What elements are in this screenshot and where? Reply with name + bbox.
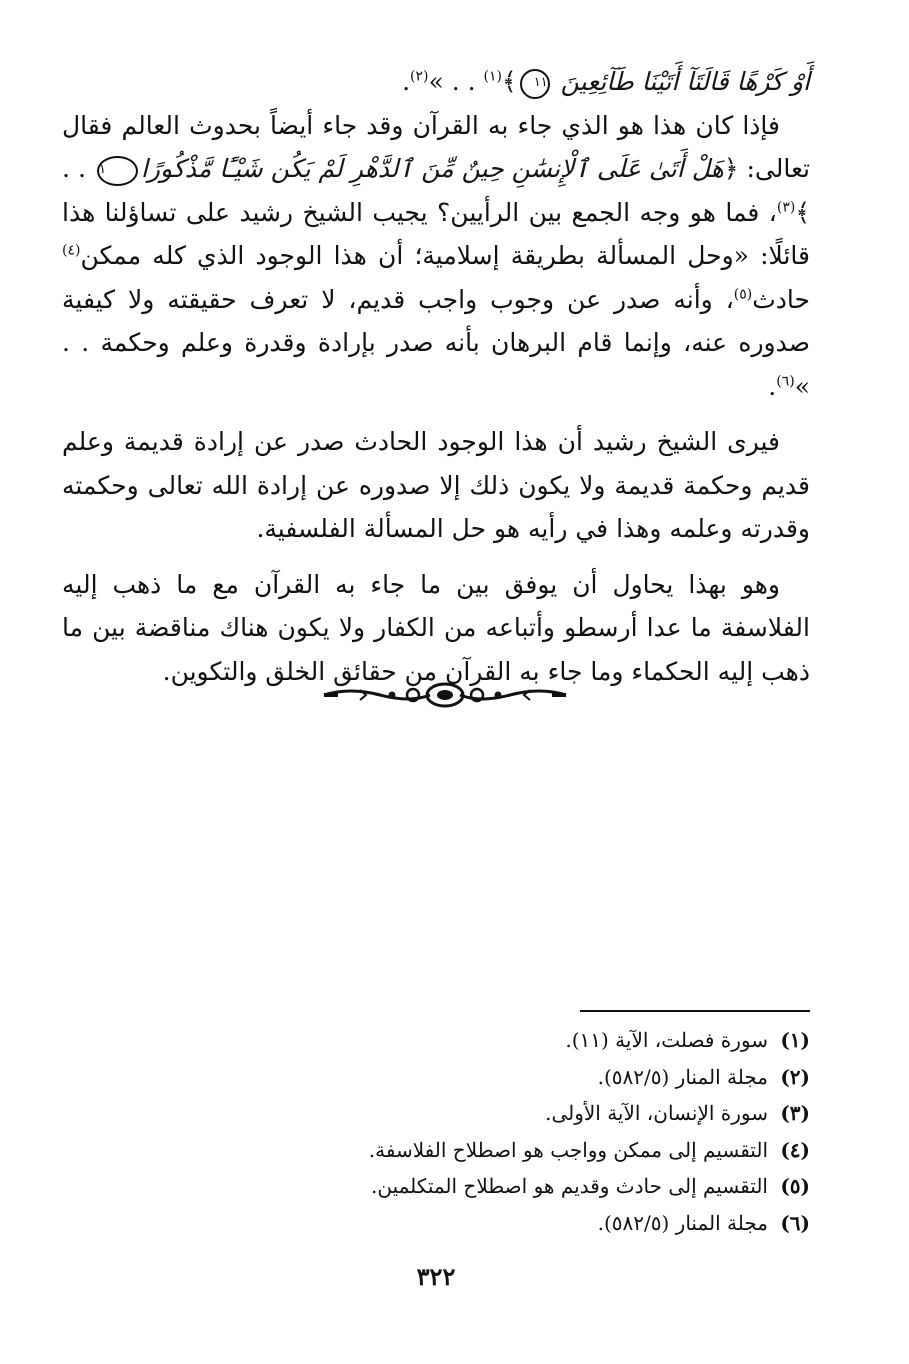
- quran-verse: أَوْ كَرْهًا قَالَتَآ أَتَيْنَا طَآئِعِينَ: [560, 67, 810, 96]
- period: .: [402, 67, 411, 96]
- footnote-item: [62, 1022, 810, 1059]
- footnote-ref[interactable]: (١): [483, 68, 503, 85]
- footnote-item: [62, 1132, 810, 1169]
- footnote-ref[interactable]: (٦): [776, 373, 795, 390]
- ayah-number-icon: ١: [97, 156, 138, 186]
- paragraph-text: فإذا كان هذا هو الذي جاء به القرآن وقد جاء أيضاً بحدوث العالم فقال تعالى:: [62, 110, 810, 183]
- footnote-number: (٤): [780, 1137, 810, 1162]
- footnote-number: (٥): [780, 1174, 810, 1198]
- footnote-ref[interactable]: (٢): [410, 68, 429, 85]
- footnote-text: التقسيم إلى ممكن وواجب هو اصطلاح الفلاسفة.: [368, 1137, 768, 1162]
- quran-bracket: ﴿: [723, 154, 739, 183]
- spacer: [62, 551, 810, 563]
- paragraph-3: وهو بهذا يحاول أن يوفق بين ما جاء به القرآن مع ما ذهب إليه الفلاسفة ما عدا أرسطو وأتباعه من الكفار ولا يكون هناك مناقضة بين ما ذهب إليه الحكماء وما جاء به القرآن من حقائق الخلق والتكوين.: [62, 569, 810, 686]
- footnote-ref[interactable]: (٥): [733, 286, 753, 303]
- period: .: [768, 371, 777, 401]
- footnotes-list: [62, 1022, 810, 1241]
- footnote-text: مجلة المنار (٥٨٢/٥).: [597, 1064, 768, 1089]
- paragraph-text: ، وأنه صدر عن وجوب واجب قديم، لا تعرف حقيقته ولا كيفية صدوره عنه، وإنما قام البرهان بأنه صدر بإرادة وقدرة وعلم وحكمة . . »: [62, 284, 810, 401]
- paragraph-2: فيرى الشيخ رشيد أن هذا الوجود الحادث صدر عن إرادة قديمة وعلم قديم وحكمة قديمة ولا يكون ذلك إلا صدوره عن إرادة الله تعالى وحكمته وقدرته وعلمه وهذا في رأيه هو حل المسألة الفلسفية.: [62, 427, 810, 543]
- ayah-number-icon: ١١: [520, 69, 550, 99]
- footnote-separator: [580, 1010, 810, 1012]
- page-number: ٣٢٢: [416, 1262, 456, 1291]
- footnote-text: سورة فصلت، الآية (١١).: [565, 1028, 768, 1052]
- ellipsis: . . »: [428, 67, 484, 96]
- footnote-number: (٢): [780, 1064, 810, 1089]
- footnote-number: (١): [780, 1028, 810, 1052]
- footnote-text: مجلة المنار (٥٨٢/٥).: [597, 1210, 768, 1235]
- footnote-item: [62, 1059, 810, 1096]
- footnote-number: (٣): [780, 1101, 810, 1125]
- decorative-divider-icon: [320, 678, 570, 712]
- spacer: [62, 408, 810, 420]
- quran-verse: هَلْ أَتَىٰ عَلَى ٱلْإِنسَٰنِ حِينٌ مِّنَ ٱلدَّهْرِ لَمْ يَكُن شَيْـًٔا مَّذْكُورًا: [140, 154, 724, 183]
- document-page: [62, 60, 810, 1350]
- footnote-item: [62, 1168, 810, 1205]
- footnote-ref[interactable]: (٣): [776, 199, 796, 216]
- footnote-ref[interactable]: (٤): [62, 242, 81, 259]
- footnote-text: سورة الإنسان، الآية الأولى.: [545, 1101, 768, 1125]
- footnote-item: [62, 1095, 810, 1132]
- paragraph-1: [62, 104, 810, 409]
- verse-continuation: [62, 60, 810, 104]
- footnote-item: [62, 1205, 810, 1242]
- paragraph-text: ، فما هو وجه الجمع بين الرأيين؟ يجيب الشيخ رشيد على تساؤلنا هذا قائلًا: «وحل المسألة بطريقة إسلامية؛ أن هذا الوجود الذي كله ممكن: [62, 197, 810, 270]
- quran-bracket: ﴾: [502, 67, 517, 96]
- paragraph-text: حادث: [752, 284, 810, 314]
- footnote-text: التقسيم إلى حادث وقديم هو اصطلاح المتكلمين.: [370, 1174, 768, 1198]
- quran-bracket: . . ﴾: [62, 154, 810, 227]
- footnote-number: (٦): [780, 1210, 810, 1235]
